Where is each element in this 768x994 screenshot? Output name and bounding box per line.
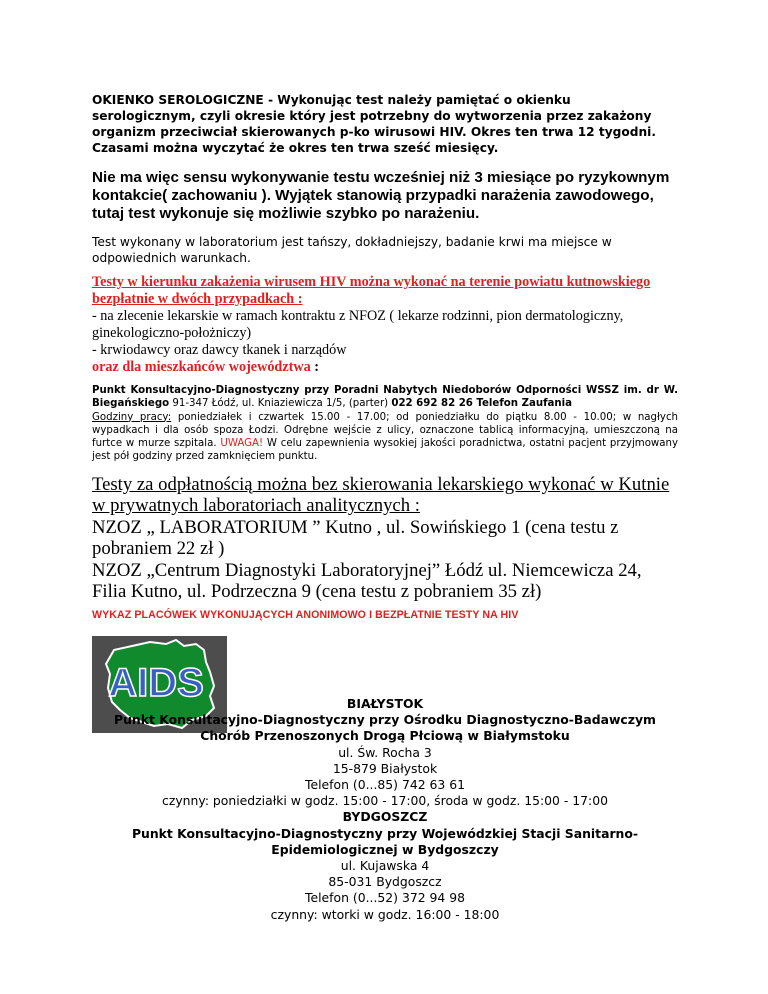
residents-label: oraz dla mieszkańców województwa [92, 359, 311, 375]
bydgoszcz-street: ul. Kujawska 4 [340, 858, 430, 874]
bydgoszcz-postal: 85-031 Bydgoszcz [328, 874, 442, 890]
paid-tests-block [92, 474, 678, 603]
aids-logo-text: AIDS [108, 660, 204, 705]
bialystok-phone: Telefon (0...85) 742 63 61 [304, 777, 466, 793]
free-tests-line-2: - krwiodawcy oraz dawcy tkanek i narządów [92, 342, 347, 358]
serological-window-paragraph: OKIENKO SEROLOGICZNE - Wykonując test należy pamiętać o okienku serologicznym, czyli okresie który jest potrzebny do wytworzenia przez zakażony organizm przeciwciał skierowanych p-ko wirusowi HIV. Okres ten trwa 12 tygodni. Czasami można wyczytać że okres ten trwa sześć miesięcy. [92, 93, 656, 155]
bialystok-hours: czynny: poniedziałki w godz. 15:00 - 17:00, środa w godz. 15:00 - 17:00 [162, 793, 608, 809]
lodz-point-block [92, 384, 678, 464]
bialystok-city: BIAŁYSTOK [346, 696, 424, 711]
lodz-warning-text: W celu zapewnienia wysokiej jakości poradnictwa, ostatni pacjent przyjmowany jest pół godziny przed zamknięciem punktu. [92, 438, 678, 463]
lodz-point-address: 91-347 Łódź, ul. Kniaziewicza 1/5, (parter) [169, 398, 392, 410]
free-tests-heading: Testy w kierunku zakażenia wirusem HIV można wykonać na terenie powiatu kutnowskiego bezpłatnie w dwóch przypadkach : [92, 274, 651, 307]
bydgoszcz-point-name: Punkt Konsultacyjno-Diagnostyczny przy Wojewódzkiej Stacji Sanitarno-Epidemiologicznej w Bydgoszczy [131, 825, 639, 857]
no-sense-paragraph: Nie ma więc sensu wykonywanie testu wcześniej niż 3 miesiące po ryzykownym kontakcie( zachowaniu ). Wyjątek stanowią przypadki narażenia zawodowego, tutaj test wykonuje się możliwie szybko po narażeniu. [92, 169, 670, 222]
free-tests-block [92, 274, 678, 376]
bialystok-point-name: Punkt Konsultacyjno-Diagnostyczny przy Ośrodku Diagnostyczno-Badawczym Chorób Przenoszonych Drogą Płciową w Białymstoku [114, 712, 656, 744]
facility-list-title: WYKAZ PLACÓWEK WYKONUJĄCYCH ANONIMOWO I BEZPŁATNIE TESTY NA HIV [92, 608, 519, 621]
lodz-warning: UWAGA! [220, 438, 264, 450]
lodz-point-phone: 022 692 82 26 Telefon Zaufania [391, 398, 573, 410]
lodz-hours: poniedziałek i czwartek 15.00 - 17.00; od poniedziałku do piątku 8.00 - 10.00; w nagłych wypadkach i dla osób spoza Łodzi. Odrębne wejście z ulicy, oznaczone tablicą informacyjną, umieszczoną na furtce w murze szpitala. [92, 411, 678, 450]
document-body [92, 92, 678, 754]
lodz-hours-label: Godziny pracy: [92, 411, 172, 423]
bialystok-postal: 15-879 Białystok [332, 760, 438, 776]
residents-colon: : [310, 359, 319, 375]
bialystok-street: ul. Św. Rocha 3 [338, 744, 432, 760]
bydgoszcz-hours: czynny: wtorki w godz. 16:00 - 18:00 [270, 906, 500, 922]
bydgoszcz-city: BYDGOSZCZ [342, 809, 428, 825]
paid-tests-heading: Testy za odpłatnością można bez skierowania lekarskiego wykonać w Kutnie w prywatnych laboratoriach analitycznych : [92, 473, 670, 517]
lodz-point-name: Punkt Konsultacyjno-Diagnostyczny przy Poradni Nabytych Niedoborów Odporności WSSZ im. dr W. Biegańskiego [92, 385, 678, 410]
paid-lab-1: NZOZ „ LABORATORIUM ” Kutno , ul. Sowińskiego 1 (cena testu z pobraniem 22 zł ) [92, 516, 619, 560]
free-tests-line-1: - na zlecenie lekarskie w ramach kontraktu z NFOZ ( lekarze rodzinni, pion dermatologiczny, ginekologiczno-położniczy) [92, 308, 624, 341]
facility-list [92, 696, 678, 923]
lab-test-paragraph: Test wykonany w laboratorium jest tańszy, dokładniejszy, badanie krwi ma miejsce w odpowiednich warunkach. [92, 235, 612, 265]
paid-lab-2: NZOZ „Centrum Diagnostyki Laboratoryjnej” Łódź ul. Niemcewicza 24, Filia Kutno, ul. Podrzeczna 9 (cena testu z pobraniem 35 zł) [92, 559, 642, 603]
bydgoszcz-phone: Telefon (0...52) 372 94 98 [304, 890, 466, 906]
